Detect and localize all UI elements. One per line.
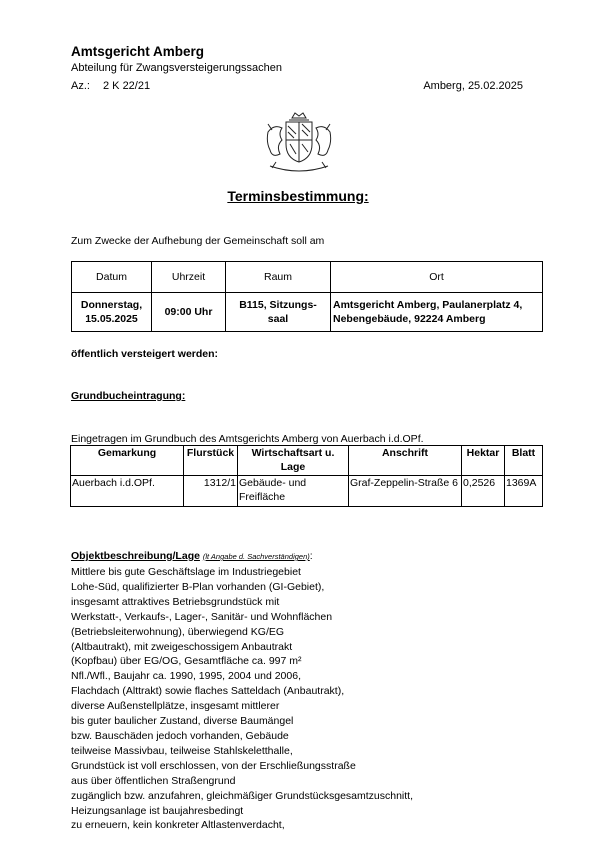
objekt-line: Grundstück ist voll erschlossen, von der Erschließungsstraße: [71, 759, 356, 772]
cell-uhrzeit: 09:00 Uhr: [152, 293, 226, 332]
objekt-line: bis guter baulicher Zustand, diverse Baumängel: [71, 715, 294, 728]
termin-table-header: [72, 262, 543, 293]
header-anschrift: Anschrift: [349, 446, 462, 476]
header-datum: Datum: [72, 262, 152, 293]
versteigert-text: öffentlich versteigert werden:: [71, 348, 219, 360]
case-number: [71, 80, 151, 92]
objekt-line: zu erneuern, kein konkreter Altlastenverdacht,: [71, 819, 285, 832]
eingetragen-text: Eingetragen im Grundbuch des Amtsgerichts Amberg von Auerbach i.d.OPf.: [71, 433, 424, 445]
header-gemarkung: Gemarkung: [71, 446, 184, 476]
objekt-line: insgesamt attraktives Betriebsgrundstück mit: [71, 595, 280, 608]
department-name: Abteilung für Zwangsversteigerungssachen: [71, 62, 282, 74]
bavarian-coat-of-arms-icon: [262, 112, 336, 174]
header-raum: Raum: [226, 262, 331, 293]
cell-anschrift: Graf-Zeppelin-Straße 6: [349, 476, 462, 507]
objekt-line: zugänglich bzw. anzufahren, gleichmäßiger Grundstücksgesamtzuschnitt,: [71, 789, 414, 802]
objekt-line: Flachdach (Alttrakt) sowie flaches Satteldach (Anbautrakt),: [71, 685, 345, 698]
cell-datum: [72, 293, 152, 332]
objekt-heading-title: Objektbeschreibung/Lage: [71, 550, 200, 562]
raum-line-2: saal: [267, 313, 289, 325]
objekt-heading-colon: :: [309, 550, 313, 562]
objekt-line: Lohe-Süd, qualifizierter B-Plan vorhanden (GI-Gebiet),: [71, 580, 325, 593]
cell-ort: [331, 293, 543, 332]
objekt-line: (Altbautrakt), mit zweigeschossigem Anbautrakt: [71, 640, 293, 653]
case-number-label: Az.:: [71, 80, 90, 92]
objekt-line: Heizungsanlage ist baujahresbedingt: [71, 804, 244, 817]
objekt-line: (Betriebsleiterwohnung), überwiegend KG/EG: [71, 625, 285, 638]
header-uhrzeit: Uhrzeit: [152, 262, 226, 293]
cell-blatt: 1369A: [505, 476, 543, 507]
header-hektar: Hektar: [462, 446, 505, 476]
ort-line-2: Nebengebäude, 92224 Amberg: [333, 313, 486, 325]
place-date: Amberg, 25.02.2025: [423, 80, 523, 92]
termin-table: [71, 261, 543, 332]
header-flurstueck: Flurstück: [184, 446, 238, 476]
grundbuch-heading: Grundbucheintragung:: [71, 390, 186, 402]
objekt-line: Werkstatt-, Verkaufs-, Lager-, Sanitär- und Wohnflächen: [71, 610, 333, 623]
header-ort: Ort: [331, 262, 543, 293]
header-wirtschaftsart: Wirtschaftsart u. Lage: [238, 446, 349, 476]
objekt-line: teilweise Massivbau, teilweise Stahlskeletthalle,: [71, 744, 293, 757]
objekt-heading-note: (lt Angabe d. Sachverständigen): [202, 552, 310, 561]
objekt-line: Mittlere bis gute Geschäftslage im Industriegebiet: [71, 566, 301, 578]
objekt-heading: [71, 550, 313, 562]
cell-flurstueck: 1312/1: [184, 476, 238, 507]
page-title: Terminsbestimmung:: [227, 188, 369, 204]
objekt-line: Nfl./Wfl., Baujahr ca. 1990, 1995, 2004 und 2006,: [71, 670, 301, 683]
grundbuch-table-header: [71, 446, 543, 476]
objekt-description: [71, 565, 413, 833]
objekt-line: diverse Außenstellplätze, insgesamt mittlerer: [71, 700, 280, 713]
cell-wirtschaftsart: Gebäude- und Freifläche: [238, 476, 349, 507]
grundbuch-table-row: [71, 476, 543, 507]
cell-gemarkung: Auerbach i.d.OPf.: [71, 476, 184, 507]
objekt-line: bzw. Bauschäden jedoch vorhanden, Gebäude: [71, 729, 289, 742]
cell-hektar: 0,2526: [462, 476, 505, 507]
header-blatt: Blatt: [505, 446, 543, 476]
datum-date: 15.05.2025: [85, 313, 138, 325]
court-name: Amtsgericht Amberg: [71, 44, 205, 59]
datum-weekday: Donnerstag,: [80, 299, 143, 311]
termin-table-row: [72, 293, 543, 332]
objekt-line: (Kopfbau) über EG/OG, Gesamtfläche ca. 997 m²: [71, 655, 302, 668]
case-number-value: 2 K 22/21: [103, 80, 151, 92]
cell-raum: [226, 293, 331, 332]
objekt-line: aus über öffentlichen Straßengrund: [71, 774, 236, 787]
raum-line-1: B115, Sitzungs-: [239, 299, 317, 311]
grundbuch-table: [70, 445, 543, 507]
intro-text: Zum Zwecke der Aufhebung der Gemeinschaft soll am: [71, 235, 325, 247]
ort-line-1: Amtsgericht Amberg, Paulanerplatz 4,: [333, 299, 523, 311]
